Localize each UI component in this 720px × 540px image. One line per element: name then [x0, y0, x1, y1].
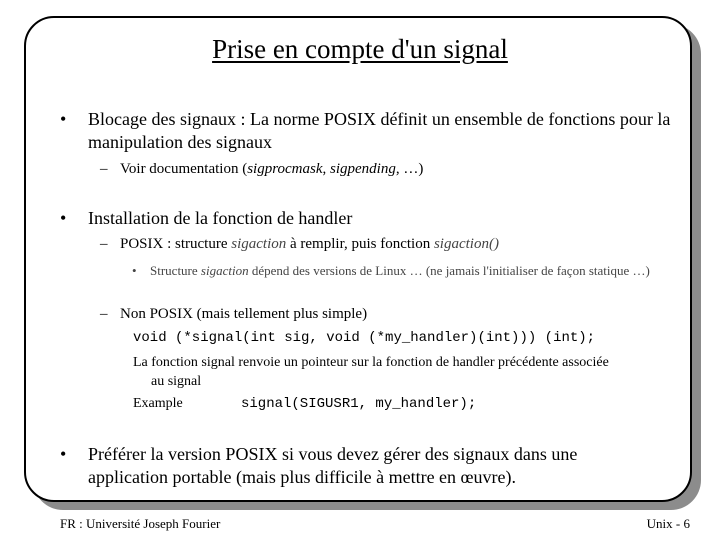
sigaction-function-term: sigaction(): [433, 236, 499, 252]
dash-marker: –: [100, 306, 108, 322]
footer-institution: FR : Université Joseph Fourier: [60, 516, 221, 531]
bullet-blocking: [60, 108, 690, 154]
bullet-prefer-posix: [60, 443, 690, 489]
bullet-handler-text: Installation de la fonction de handler: [88, 208, 353, 228]
sub-text: POSIX : structure: [120, 236, 232, 252]
sub-item-non-posix: [100, 305, 690, 324]
sigaction-term: sigaction: [231, 236, 287, 252]
non-posix-text: Non POSIX (mais tellement plus simple): [120, 306, 368, 322]
subsub-text: dépend des versions de Linux … (ne jamais l'initialiser de façon statique …): [248, 263, 650, 278]
sub-item-posix: [100, 235, 690, 254]
example-code: signal(SIGUSR1, my_handler);: [241, 396, 477, 412]
sigaction-term: sigaction: [200, 263, 249, 278]
signal-description-line2: au signal: [151, 374, 202, 389]
example-label: Example: [133, 396, 183, 411]
sigprocmask-term: sigprocmask: [247, 161, 323, 177]
dash-marker: –: [100, 161, 108, 177]
bullet-handler-install: [60, 207, 690, 230]
sub-text: à remplir, puis fonction: [286, 236, 434, 252]
sub-text: ,: [322, 161, 330, 177]
slide-frame: [24, 16, 692, 502]
sub-item-documentation: [100, 160, 690, 179]
bullet-marker: •: [60, 208, 67, 228]
sub-text: , …): [395, 161, 424, 177]
bullet-blocking-text: Blocage des signaux : La norme POSIX définit un ensemble de fonctions pour la manipulation des signaux: [88, 109, 671, 152]
bullet-marker: •: [132, 263, 137, 278]
signal-prototype-code: void (*signal(int sig, void (*my_handler)(int))) (int);: [133, 330, 596, 346]
signal-description-line1: La fonction signal renvoie un pointeur sur la fonction de handler précédente associée: [133, 355, 609, 370]
bullet-marker: •: [60, 444, 67, 464]
subsub-text: Structure: [150, 263, 201, 278]
bullet-prefer-text: Préférer la version POSIX si vous devez gérer des signaux dans une application portable (mais plus difficile à mettre en œuvre).: [88, 444, 578, 487]
footer-page-number: Unix - 6: [646, 516, 690, 531]
dash-marker: –: [100, 236, 108, 252]
subsub-item-structure: [132, 262, 682, 279]
sigpending-term: sigpending: [329, 161, 396, 177]
bullet-marker: •: [60, 109, 67, 129]
sub-text: Voir documentation (: [120, 161, 248, 177]
slide-title: Prise en compte d'un signal: [212, 34, 508, 64]
